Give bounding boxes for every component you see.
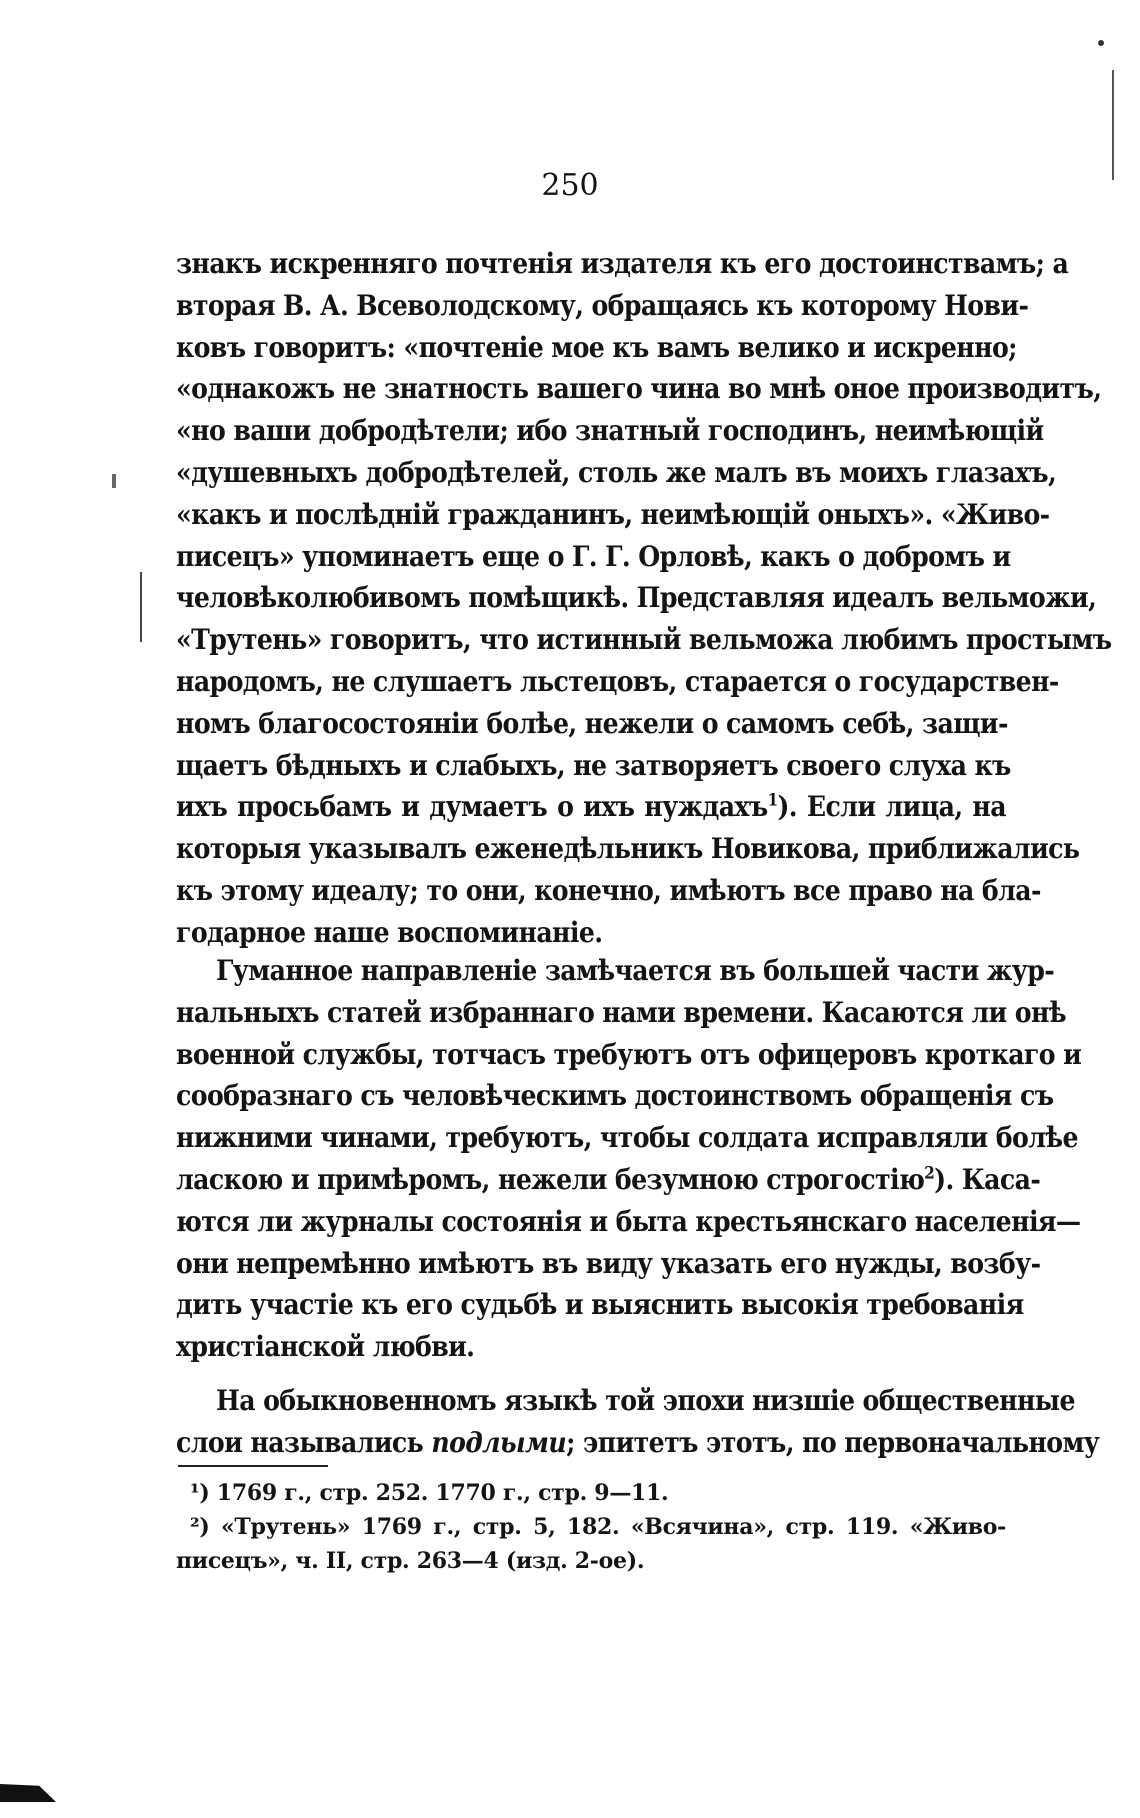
text-line: нижними чинами, требуютъ, чтобы солдата исправляли болѣе [176,1121,1078,1155]
text-line: знакъ искренняго почтенія издателя къ его достоинствамъ; а [176,247,1069,280]
text-line: они непремѣнно имѣютъ въ виду указать его нужды, возбу- [176,1246,1041,1280]
text-segment: ласкою и примѣромъ, нежели безумною строгостію [176,1162,925,1196]
paragraph-3 [176,1380,1100,1464]
footnote-ref-2: 2 [924,1162,935,1183]
text-line: военной службы, тотчасъ требуютъ отъ офицеровъ кроткаго и [176,1037,1082,1071]
text-segment: слои назывались [176,1425,432,1459]
text-line: номъ благосостояніи болѣе, нежели о самомъ себѣ, защи- [176,706,1008,740]
footnote-1 [176,1476,1006,1510]
text-line-with-footnote [176,1159,1041,1201]
footnotes [176,1476,1006,1578]
footnote-mark: ²) [190,1514,210,1540]
text-line: ются ли журналы состоянія и быта крестьянскаго населенія— [176,1204,1081,1238]
italic-word: подлыми [431,1425,567,1459]
text-segment: ). Если лица, на [777,790,1006,824]
footnote-text: писецъ», ч. II, стр. 263—4 (изд. 2-ое). [176,1548,645,1574]
paragraph-1 [176,243,1112,954]
footnote-text: 1769 г., стр. 252. 1770 г., стр. 9—11. [209,1480,669,1506]
text-line: христіанской любви. [176,1330,475,1364]
text-line: «какъ и послѣдній гражданинъ, неимѣющій оныхъ». «Живо- [176,497,1050,531]
text-line: сообразнаго съ человѣческимъ достоинствомъ обращенія съ [176,1079,1054,1113]
text-line: народомъ, не слушаетъ льстецовъ, старается о государствен- [176,664,1059,698]
text-segment: ихъ просьбамъ и думаетъ о ихъ нуждахъ [176,790,768,824]
text-line: вторая В. А. Всеволодскому, обращаясь къ которому Нови- [176,288,1029,322]
text-line: «однакожъ не знатность вашего чина во мнѣ оное производитъ, [176,372,1102,406]
text-line: писецъ» упоминаетъ еще о Г. Г. Орловѣ, какъ о добромъ и [176,539,1011,573]
text-line-with-footnote [176,786,1006,828]
text-line: На обыкновенномъ языкѣ той эпохи низшіе общественные [216,1384,1075,1417]
page-number: 250 [541,168,599,203]
text-line: человѣколюбивомъ помѣщикѣ. Представляя идеалъ вельможи, [176,581,1097,615]
text-line: ковъ говоритъ: «почтеніе мое къ вамъ велико и искренно; [176,330,1017,364]
text-line: нальныхъ статей избраннаго нами времени. Касаются ли онѣ [176,995,1066,1029]
footnote-2-continued [176,1544,1006,1578]
footnote-ref-1: 1 [767,790,778,811]
text-line: къ этому идеалу; то они, конечно, имѣютъ все право на бла- [176,873,1041,907]
margin-dot [1098,40,1104,46]
margin-pencil-mark [140,572,142,642]
text-segment: ). Каса- [934,1162,1041,1196]
text-line: дить участіе къ его судьбѣ и выяснить высокія требованія [176,1288,1024,1322]
footnote-text: «Трутень» 1769 г., стр. 5, 182. «Всячина», стр. 119. «Живо- [209,1514,1006,1540]
footnote-divider [178,1465,328,1467]
paragraph-2 [176,950,1082,1368]
margin-tick-mark [112,474,116,488]
footnote-mark: ¹) [190,1480,210,1506]
footnote-2 [176,1510,1006,1544]
text-line: «но ваши добродѣтели; ибо знатный господинъ, неимѣющій [176,414,1044,448]
text-line: Гуманное направленіе замѣчается въ большей части жур- [216,954,1055,987]
text-line: щаетъ бѣдныхъ и слабыхъ, не затворяетъ своего слуха къ [176,748,1011,782]
page-edge-mark [1112,70,1114,180]
text-line: годарное наше воспоминаніе. [176,915,603,949]
text-line [176,1422,1100,1464]
text-line: «душевныхъ добродѣтелей, столь же малъ въ моихъ глазахъ, [176,455,1057,489]
scan-artifact [0,1784,56,1802]
text-segment: ; эпитетъ этотъ, по первоначальному [566,1425,1100,1459]
text-line: которыя указывалъ еженедѣльникъ Новикова, приближались [176,832,1080,866]
text-line: «Трутень» говоритъ, что истинный вельможа любимъ простымъ [176,623,1112,657]
